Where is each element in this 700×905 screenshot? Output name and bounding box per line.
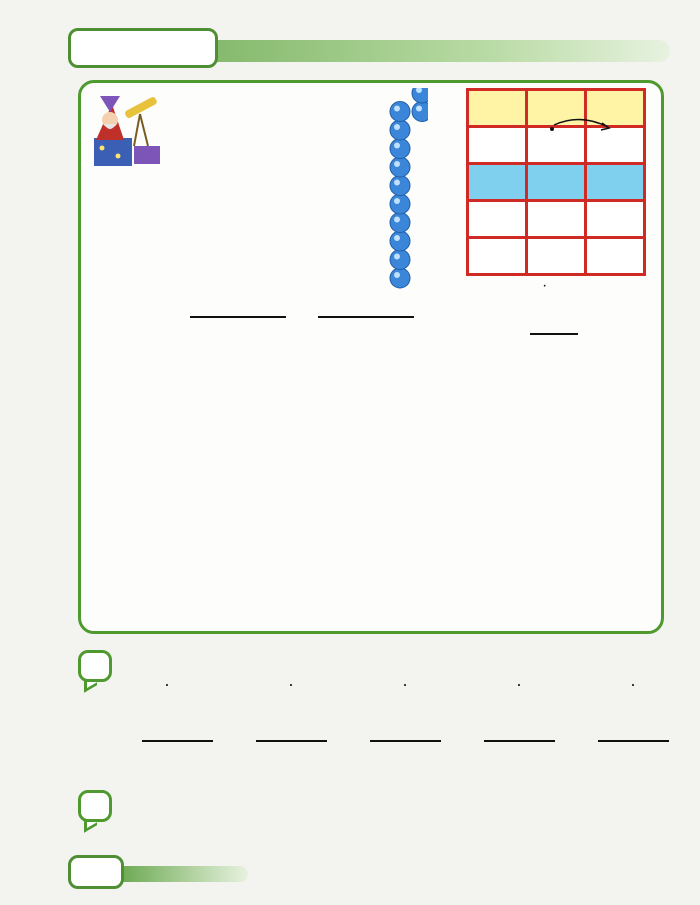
- abacus-left-line: [190, 316, 286, 318]
- abacus-bead-highlight: [416, 106, 422, 112]
- table-cell: [586, 201, 645, 238]
- abacus-illustration: [178, 88, 428, 303]
- table-cell: [527, 238, 586, 275]
- abacus-bead-highlight: [394, 235, 400, 241]
- column-calculation: ·: [528, 283, 588, 358]
- abacus-bead: [390, 139, 410, 159]
- table-cell: [527, 164, 586, 201]
- abacus-bead: [390, 120, 410, 140]
- abacus-bead-highlight: [394, 124, 400, 130]
- abacus-bead: [390, 268, 410, 288]
- borrow-arrow: [540, 115, 620, 135]
- abacus-bead: [412, 102, 428, 122]
- table-cell: [468, 127, 527, 164]
- watermark-side: [664, 115, 694, 775]
- lesson-title: [68, 28, 218, 68]
- exercise-2: ·: [244, 688, 324, 744]
- table-cell: [468, 164, 527, 201]
- page-number-bar: [118, 866, 248, 882]
- exercise-3: ·: [358, 688, 438, 744]
- page-number: [68, 855, 124, 889]
- abacus-bead: [390, 213, 410, 233]
- wizard-telescope-illustration: [90, 86, 168, 168]
- abacus-bead-highlight: [394, 180, 400, 186]
- abacus-bead-highlight: [394, 161, 400, 167]
- abacus-bead: [390, 194, 410, 214]
- abacus-bead: [390, 102, 410, 122]
- abacus-bead-highlight: [394, 198, 400, 204]
- abacus-bead: [390, 231, 410, 251]
- table-cell: [468, 238, 527, 275]
- abacus-bead-highlight: [394, 106, 400, 112]
- table-cell: [468, 201, 527, 238]
- abacus-bead-highlight: [394, 217, 400, 223]
- header-hundreds: [468, 90, 527, 127]
- exercise-5: ·: [586, 688, 666, 744]
- abacus-bead-highlight: [394, 254, 400, 260]
- task1-number-badge: [78, 650, 112, 682]
- abacus-bead-highlight: [394, 272, 400, 278]
- abacus-bead: [390, 176, 410, 196]
- exercise-1: ·: [130, 688, 210, 744]
- abacus-bead: [390, 250, 410, 270]
- table-cell: [527, 201, 586, 238]
- table-cell: [586, 164, 645, 201]
- exercise-4: ·: [472, 688, 552, 744]
- abacus-right-line: [318, 316, 414, 318]
- task2-number-badge: [78, 790, 112, 822]
- abacus-bead-highlight: [394, 143, 400, 149]
- abacus-bead: [390, 157, 410, 177]
- table-cell: [586, 238, 645, 275]
